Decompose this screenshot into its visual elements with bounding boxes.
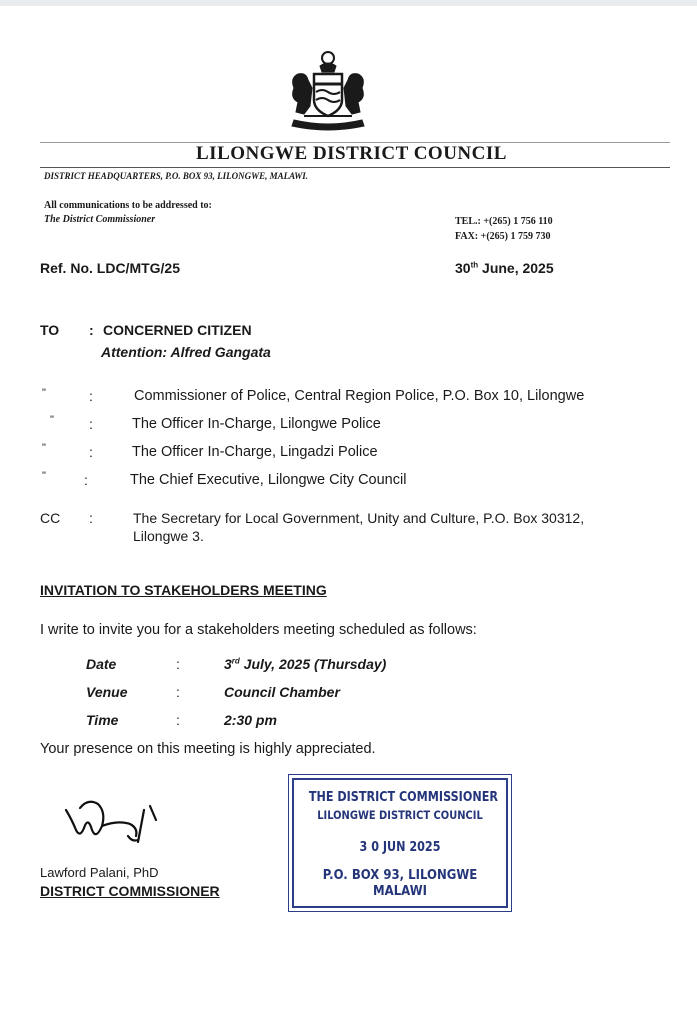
fax-number: FAX: +(265) 1 759 730 [455, 231, 551, 242]
schedule-date-rest: July, 2025 (Thursday) [239, 656, 387, 672]
ditto-colon: : [89, 416, 93, 432]
ditto-colon: : [89, 444, 93, 460]
to-colon: : [89, 322, 94, 338]
letter-date [455, 260, 554, 276]
communications-label: All communications to be addressed to: [44, 200, 212, 211]
schedule-date-value [224, 656, 386, 672]
cc-colon: : [89, 510, 93, 526]
telephone-number: TEL.: +(265) 1 756 110 [455, 216, 553, 227]
attention-line: Attention: Alfred Gangata [101, 344, 271, 360]
to-label: TO [40, 322, 60, 338]
schedule-venue-label: Venue [86, 684, 128, 700]
official-stamp [292, 778, 508, 908]
org-name-heading: LILONGWE DISTRICT COUNCIL [196, 143, 507, 164]
schedule-colon: : [176, 712, 180, 728]
schedule-date-day: 3 [224, 656, 232, 672]
stamp-date: 3 0 JUN 2025 [359, 840, 441, 855]
schedule-time-label: Time [86, 712, 119, 728]
top-margin-strip [0, 0, 697, 6]
schedule-date-label: Date [86, 656, 117, 672]
stamp-line-4: MALAWI [373, 884, 427, 899]
stamp-line-2: LILONGWE DISTRICT COUNCIL [317, 808, 483, 822]
schedule-colon: : [176, 656, 180, 672]
handwritten-signature [58, 790, 168, 856]
recipient-line: Commissioner of Police, Central Region Police, P.O. Box 10, Lilongwe [134, 388, 585, 404]
recipient-line: The Officer In-Charge, Lingadzi Police [132, 444, 378, 460]
letter-date-day: 30 [455, 260, 471, 276]
ditto-mark: " [50, 414, 54, 426]
communications-addressee: The District Commissioner [44, 214, 156, 225]
cc-label: CC [40, 510, 61, 526]
stamp-line-3: P.O. BOX 93, LILONGWE [322, 868, 478, 883]
intro-paragraph: I write to invite you for a stakeholders meeting scheduled as follows: [40, 622, 477, 638]
cc-line-2: Lilongwe 3. [133, 528, 204, 544]
ditto-mark: " [42, 387, 46, 399]
signatory-name: Lawford Palani, PhD [40, 865, 159, 880]
ditto-mark: " [42, 470, 46, 482]
signatory-title: DISTRICT COMMISSIONER [40, 883, 220, 899]
header-bottom-rule [40, 167, 670, 168]
to-recipient: CONCERNED CITIZEN [103, 322, 252, 338]
letter-date-suffix: th [470, 260, 479, 270]
subject-heading: INVITATION TO STAKEHOLDERS MEETING [40, 582, 327, 598]
reference-number: Ref. No. LDC/MTG/25 [40, 260, 181, 276]
cc-line-1: The Secretary for Local Government, Unity and Culture, P.O. Box 30312, [133, 510, 585, 526]
schedule-time-value: 2:30 pm [224, 712, 277, 728]
schedule-date-suffix: rd [231, 656, 240, 666]
recipient-line: The Chief Executive, Lilongwe City Council [130, 472, 407, 488]
ditto-mark: " [42, 442, 46, 454]
schedule-venue-value: Council Chamber [224, 684, 340, 700]
header-top-rule [40, 142, 670, 143]
recipient-line: The Officer In-Charge, Lilongwe Police [132, 416, 381, 432]
schedule-colon: : [176, 684, 180, 700]
ditto-colon: : [89, 388, 93, 404]
closing-line: Your presence on this meeting is highly appreciated. [40, 741, 376, 757]
stamp-line-1: THE DISTRICT COMMISSIONER [308, 790, 498, 805]
ditto-colon: : [84, 472, 88, 488]
header-address-line: DISTRICT HEADQUARTERS, P.O. BOX 93, LILONGWE, MALAWI. [44, 171, 309, 181]
coat-of-arms-emblem [280, 48, 376, 134]
letter-date-rest: June, 2025 [478, 260, 554, 276]
